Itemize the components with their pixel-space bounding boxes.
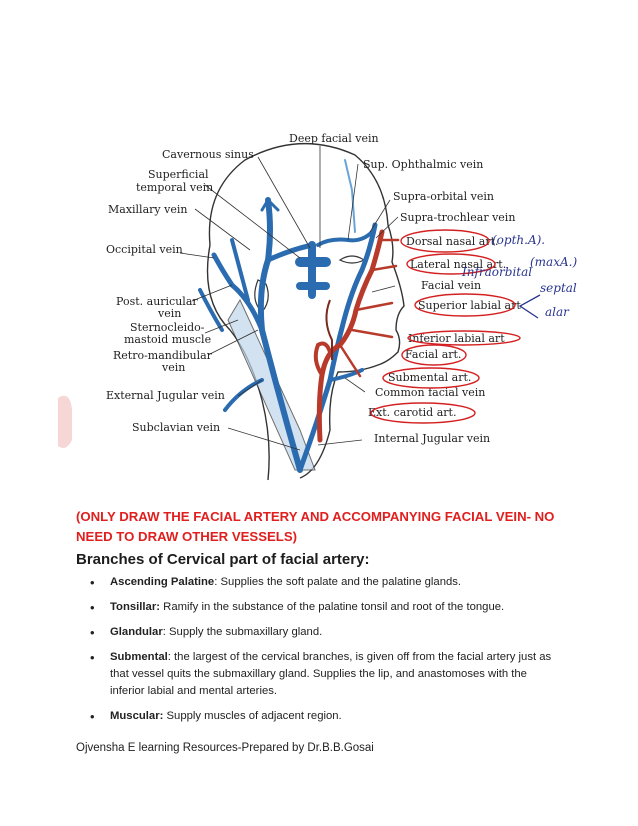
handwritten-bracket xyxy=(520,295,540,318)
branch-separator: : xyxy=(214,576,221,588)
drawing-instruction-note: (ONLY DRAW THE FACIAL ARTERY AND ACCOMPANYING FACIAL VEIN- NO NEED TO DRAW OTHER VESSELS) xyxy=(76,509,555,544)
label-subclavian-vein: Subclavian vein xyxy=(132,421,221,434)
label-ext-carotid-art: Ext. carotid art. xyxy=(368,406,457,419)
label-dorsal-nasal-art: Dorsal nasal art. xyxy=(406,235,499,248)
branch-description: Supply muscles of adjacent region. xyxy=(166,710,342,722)
handwritten-septal: septal xyxy=(540,281,577,295)
page-footer: Ojvensha E learning Resources-Prepared by Dr.B.B.Gosai xyxy=(76,742,374,754)
branch-term: Tonsillar: xyxy=(110,601,161,613)
list-item xyxy=(76,649,556,700)
branch-term: Submental xyxy=(110,651,168,663)
list-item xyxy=(76,574,556,591)
branch-term: Glandular xyxy=(110,626,163,638)
label-superior-labial-art: Superior labial art xyxy=(418,299,521,312)
label-retro-mandibular: Retro-mandibular xyxy=(113,349,212,362)
list-item xyxy=(76,708,556,725)
branch-separator: : xyxy=(167,651,175,663)
label-retro-mandibular-vein: vein xyxy=(162,361,186,374)
label-superficial: Superficial xyxy=(148,168,209,181)
branch-description: the largest of the cervical branches, is given off from the facial artery just as that vessel quits the submaxillary gland. Supplies the lip, and anastomoses with the inferior labial and mental arteries. xyxy=(110,651,552,697)
label-common-facial-vein: Common facial vein xyxy=(375,386,486,399)
background-mark xyxy=(58,396,72,448)
section-heading: Branches of Cervical part of facial artery: xyxy=(76,551,370,568)
label-post-auricular: Post. auricular xyxy=(116,295,198,308)
label-external-jugular-vein: External Jugular vein xyxy=(106,389,225,402)
branch-separator: : xyxy=(162,626,170,638)
label-sternocleido: Sternocleido- xyxy=(130,321,205,334)
handwritten-alar: alar xyxy=(545,305,569,319)
label-maxillary-vein: Maxillary vein xyxy=(108,203,188,216)
label-facial-art: Facial art. xyxy=(405,348,462,361)
handwritten-max-a: (maxA.) xyxy=(530,255,578,269)
branch-term: Ascending Palatine xyxy=(110,576,215,588)
branches-list xyxy=(76,574,556,733)
label-internal-jugular-vein: Internal Jugular vein xyxy=(374,432,491,445)
label-cavernous-sinus: Cavernous sinus xyxy=(162,148,254,161)
label-temporal-vein: temporal vein xyxy=(136,181,214,194)
label-deep-facial-vein: Deep facial vein xyxy=(289,132,379,145)
list-item xyxy=(76,624,556,641)
handwritten-opth-a: (opth.A). xyxy=(492,233,546,247)
label-submental-art: Submental art. xyxy=(388,371,472,384)
label-occipital-vein: Occipital vein xyxy=(106,243,183,256)
eye-outline xyxy=(340,256,364,263)
label-supra-orbital-vein: Supra-orbital vein xyxy=(393,190,494,203)
branch-description: Supplies the soft palate and the palatine glands. xyxy=(220,576,462,588)
branch-term: Muscular: xyxy=(110,710,164,722)
sternocleidomastoid-muscle xyxy=(228,300,315,470)
label-supra-trochlear-vein: Supra-trochlear vein xyxy=(400,211,516,224)
label-mastoid-muscle: mastoid muscle xyxy=(124,333,212,346)
label-sup-ophthalmic-vein: Sup. Ophthalmic vein xyxy=(363,158,484,171)
label-inferior-labial-art: Inferior labial art xyxy=(408,332,505,345)
veins xyxy=(200,160,375,470)
handwritten-infraorbital: Infraorbital xyxy=(462,265,533,279)
label-lateral-nasal-art: Lateral nasal art. xyxy=(410,258,507,271)
label-facial-vein: Facial vein xyxy=(421,279,482,292)
branch-description: Supply the submaxillary gland. xyxy=(169,626,323,638)
branch-description: Ramify in the substance of the palatine tonsil and root of the tongue. xyxy=(163,601,505,613)
label-post-auricular-vein: vein xyxy=(158,307,182,320)
list-item xyxy=(76,599,556,616)
